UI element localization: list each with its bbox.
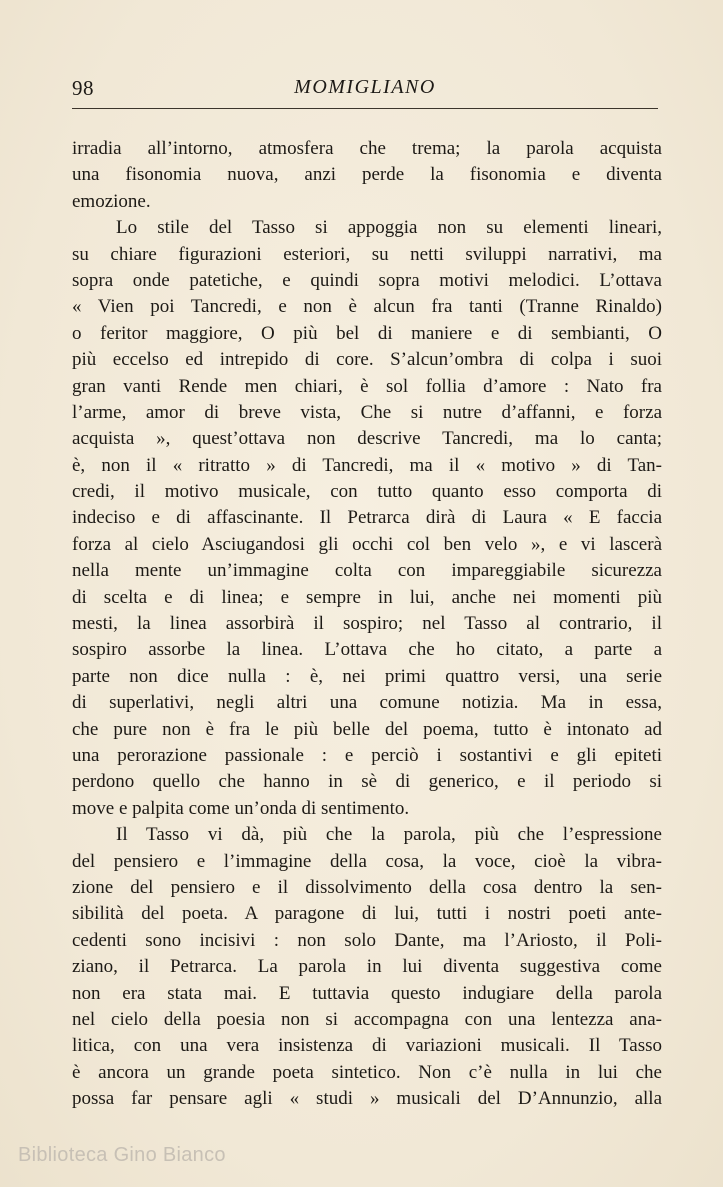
text-line: perdono quello che hanno in sè di generico, e il periodo si	[72, 771, 662, 793]
text-line: zione del pensiero e il dissolvimento della cosa dentro la sen-	[72, 876, 662, 898]
text-line: indeciso e di affascinante. Il Petrarca dirà di Laura « E faccia	[72, 507, 662, 529]
text-line: una fisonomia nuova, anzi perde la fisonomia e diventa	[72, 164, 662, 186]
text-line: mesti, la linea assorbirà il sospiro; nel Tasso al contrario, il	[72, 613, 662, 635]
text-line: litica, con una vera insistenza di variazioni musicali. Il Tasso	[72, 1035, 662, 1057]
text-line: cedenti sono incisivi : non solo Dante, ma l’Ariosto, il Poli-	[72, 929, 662, 951]
text-line: sopra onde patetiche, e quindi sopra motivi melodici. L’ottava	[72, 269, 662, 291]
text-line: emozione.	[72, 190, 151, 212]
text-line: che pure non è fra le più belle del poema, tutto è intonato ad	[72, 718, 662, 740]
text-line: irradia all’intorno, atmosfera che trema; la parola acquista	[72, 138, 662, 159]
text-line: è ancora un grande poeta sintetico. Non c’è nulla in lui che	[72, 1061, 662, 1083]
text-line: del pensiero e l’immagine della cosa, la voce, cioè la vibra-	[72, 850, 662, 872]
text-line: « Vien poi Tancredi, e non è alcun fra tanti (Tranne Rinaldo)	[72, 296, 662, 318]
text-line: Il Tasso vi dà, più che la parola, più che l’espressione	[116, 824, 662, 846]
text-line: più eccelso ed intrepido di core. S’alcun’ombra di colpa i suoi	[72, 349, 662, 371]
page-number: 98	[72, 76, 94, 100]
text-line: di scelta e di linea; e sempre in lui, anche nei momenti più	[72, 586, 662, 608]
text-line: una perorazione passionale : e perciò i sostantivi e gli epiteti	[72, 744, 662, 766]
text-line: di superlativi, negli altri una comune notizia. Ma in essa,	[72, 692, 662, 714]
text-line: nel cielo della poesia non si accompagna con una lentezza ana-	[72, 1008, 662, 1030]
text-line: possa far pensare agli « studi » musicali del D’Annunzio, alla	[72, 1088, 662, 1110]
text-line: non era stata mai. E tuttavia questo indugiare della parola	[72, 982, 662, 1004]
text-line: nella mente un’immagine colta con impareggiabile sicurezza	[72, 560, 662, 582]
text-line: parte non dice nulla : è, nei primi quattro versi, una serie	[72, 665, 662, 687]
text-line: sibilità del poeta. A paragone di lui, tutti i nostri poeti ante-	[72, 903, 662, 925]
text-line: su chiare figurazioni esteriori, su netti sviluppi narrativi, ma	[72, 243, 662, 265]
text-line: è, non il « ritratto » di Tancredi, ma il « motivo » di Tan-	[72, 454, 662, 476]
page-header	[72, 72, 658, 106]
text-line: move e palpita come un’onda di sentimento.	[72, 797, 410, 819]
library-watermark: Biblioteca Gino Bianco	[18, 1144, 226, 1166]
text-line: gran vanti Rende men chiari, è sol follia d’amore : Nato fra	[72, 375, 662, 397]
text-line: l’arme, amor di breve vista, Che si nutre d’affanni, e forza	[72, 401, 662, 423]
text-line: credi, il motivo musicale, con tutto quanto esso comporta di	[72, 481, 662, 503]
header-rule	[72, 108, 658, 109]
text-line: Lo stile del Tasso si appoggia non su elementi lineari,	[116, 217, 662, 239]
text-line: acquista », quest’ottava non descrive Tancredi, ma lo canta;	[72, 428, 662, 450]
text-line: forza al cielo Asciugandosi gli occhi col ben velo », e vi lascerà	[72, 533, 662, 555]
text-line: ziano, il Petrarca. La parola in lui diventa suggestiva come	[72, 956, 662, 978]
text-line: sospiro assorbe la linea. L’ottava che ho citato, a parte a	[72, 639, 662, 661]
text-line: o feritor maggiore, O più bel di maniere e di sembianti, O	[72, 322, 662, 344]
running-head: MOMIGLIANO	[294, 76, 436, 98]
body-text	[72, 136, 662, 1112]
